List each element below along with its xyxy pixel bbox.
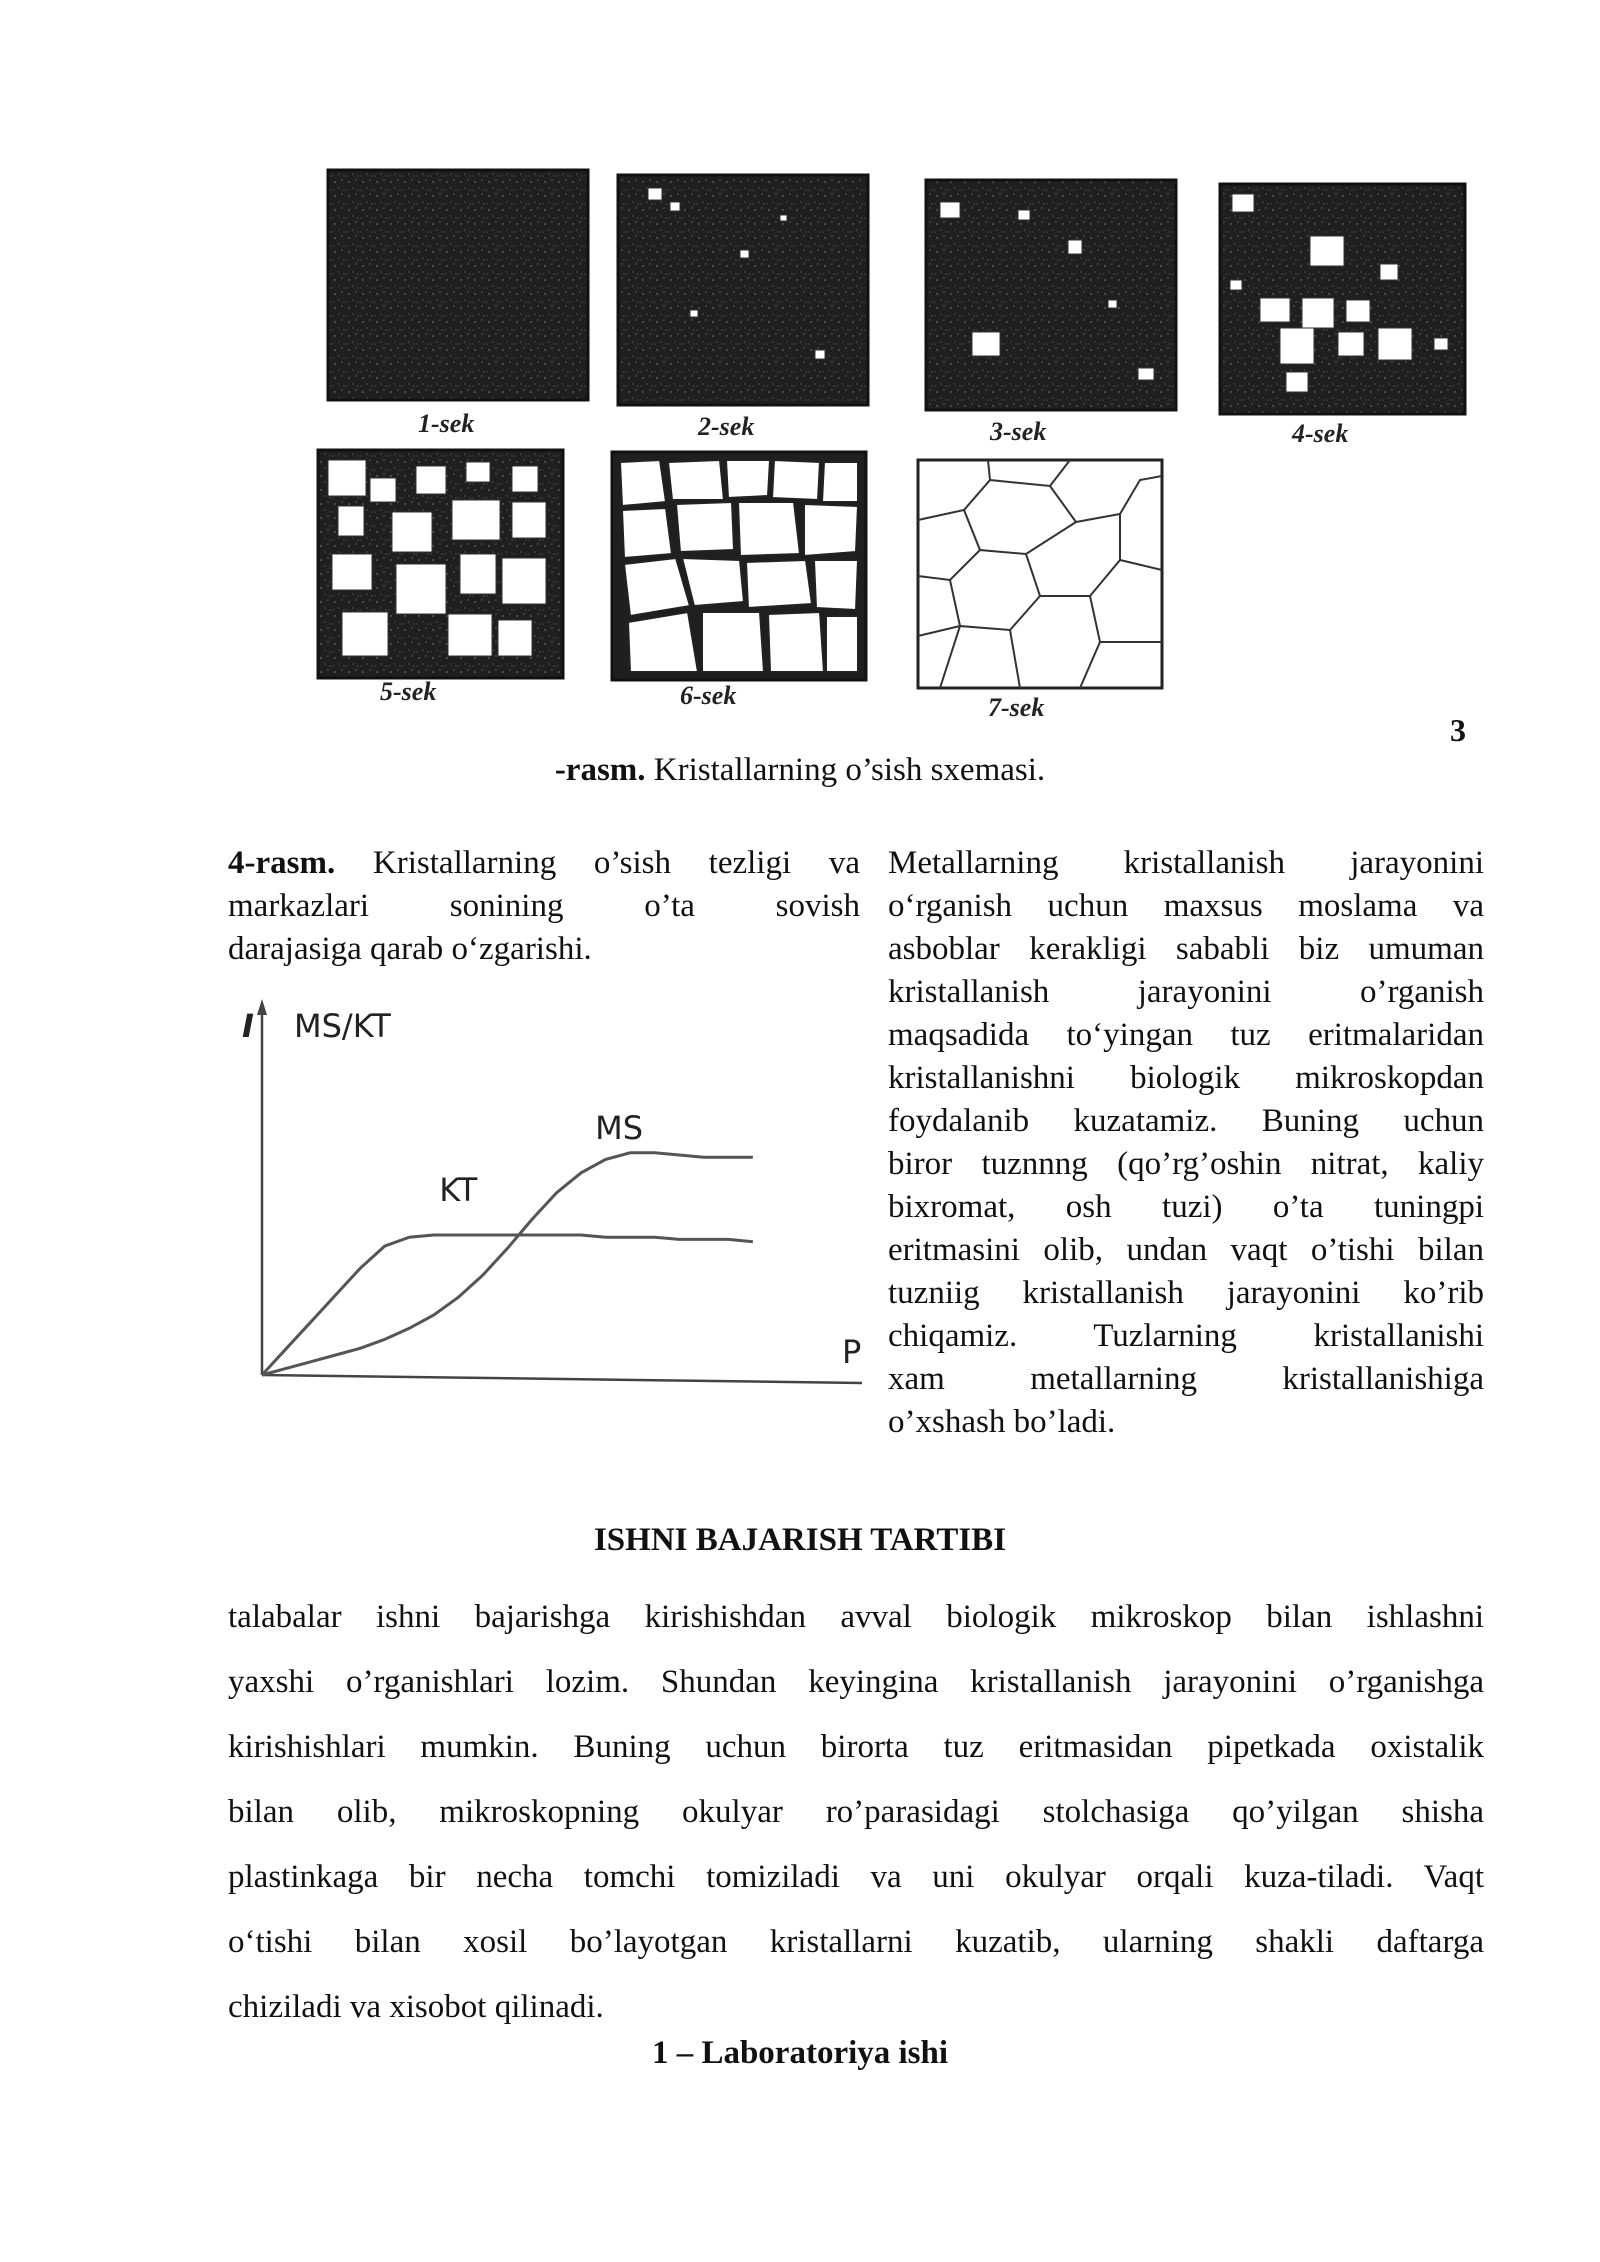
text-line: xam metallarning kristallanishiga: [888, 1361, 1484, 1397]
lab-title: 1 – Laboratoriya ishi: [651, 2035, 949, 2071]
text-line: bixromat, osh tuzi) o’ta tuningpi: [888, 1189, 1484, 1225]
y-axis-arrow: [257, 999, 267, 1015]
text-line: biror tuznnng (qo’rg’oshin nitrat, kaliy: [888, 1146, 1484, 1182]
panel-caption: 1-sek: [418, 409, 475, 438]
panel-4-sek: [1220, 184, 1465, 448]
paragraph-line: plastinkaga bir necha tomchi tomiziladi va uni okulyar orqali kuza-tiladi. Vaqt: [228, 1859, 1484, 1895]
series-label-kt: KT: [439, 1171, 478, 1209]
panel-caption: 6-sek: [680, 681, 737, 710]
section-heading: ISHNI BAJARISH TARTIBI: [593, 1522, 1007, 1558]
panel-3-sek: [926, 180, 1176, 446]
text-line: maqsadida to‘yingan tuz eritmalaridan: [888, 1017, 1484, 1053]
figure-caption: [0, 752, 1600, 789]
text-line: eritmasini olib, undan vaqt o’tishi bilan: [888, 1232, 1484, 1268]
panel-5-sek: [318, 450, 563, 706]
paragraph-line: talabalar ishni bajarishga kirishishdan avval biologik mikroskop bilan ishlashni: [228, 1599, 1484, 1635]
body-paragraph: [228, 1585, 1484, 2040]
panel-caption: 4-sek: [1292, 419, 1349, 448]
crystallization-rate-chart: [222, 995, 882, 1385]
y-axis-symbol: I: [242, 1007, 254, 1045]
caption-label: 4-rasm.: [228, 845, 336, 881]
caption-line: darajasiga qarab o‘zgarishi.: [228, 931, 592, 967]
caption-line: markazlari sonining o’ta sovish: [228, 888, 860, 924]
paragraph-line: chiziladi va xisobot qilinadi.: [228, 1989, 604, 2025]
panel-1-sek: [328, 170, 588, 438]
paragraph-line: yaxshi o’rganishlari lozim. Shundan keyingina kristallanish jarayonini o’rganishga: [228, 1664, 1484, 1700]
left-column-caption: [228, 842, 860, 971]
series-label-ms: MS: [595, 1108, 644, 1147]
text-line: o’xshash bo’ladi.: [888, 1404, 1116, 1440]
figure-caption-text: Kristallarning o’sish sxemasi.: [645, 752, 1046, 788]
paragraph-line: kirishishlari mumkin. Buning uchun birorta tuz eritmasidan pipetkada oxistalik: [228, 1729, 1484, 1765]
panel-caption: 2-sek: [698, 412, 755, 441]
panel-6-sek: [612, 452, 866, 710]
right-column-text: [888, 842, 1484, 1444]
panel-2-sek: [618, 175, 868, 441]
text-line: chiqamiz. Tuzlarning kristallanishi: [888, 1318, 1484, 1354]
crystal-growth-figure: [220, 150, 1470, 730]
text-line: foydalanib kuzatamiz. Buning uchun: [888, 1103, 1484, 1139]
panel-caption: 3-sek: [990, 417, 1047, 446]
text-line: kristallanish jarayonini o’rganish: [888, 974, 1484, 1010]
panel-7-sek: [918, 460, 1162, 722]
caption-line: 4-rasm. Kristallarning o’sish tezligi va: [228, 845, 860, 881]
page-number: 3: [1450, 712, 1466, 748]
panel-caption: 5-sek: [380, 677, 437, 706]
y-axis-label: MS/KT: [294, 1007, 391, 1045]
series-line-ms: [262, 1153, 753, 1375]
text-line: asboblar kerakligi sababli biz umuman: [888, 931, 1484, 967]
figure-caption-label: -rasm.: [554, 752, 646, 788]
paragraph-line: o‘tishi bilan xosil bo’layotgan kristallarni kuzatib, ularning shakli daftarga: [228, 1924, 1484, 1960]
paragraph-line: bilan olib, mikroskopning okulyar ro’parasidagi stolchasiga qo’yilgan shisha: [228, 1794, 1484, 1830]
x-axis: [262, 1375, 862, 1383]
x-axis-label: P: [842, 1333, 862, 1371]
text-line: o‘rganish uchun maxsus moslama va: [888, 888, 1484, 924]
text-line: kristallanishni biologik mikroskopdan: [888, 1060, 1484, 1096]
text-line: tuzniig kristallanish jarayonini ko’rib: [888, 1275, 1484, 1311]
text-line: Metallarning kristallanish jarayonini: [888, 845, 1484, 881]
panel-caption: 7-sek: [988, 693, 1045, 722]
